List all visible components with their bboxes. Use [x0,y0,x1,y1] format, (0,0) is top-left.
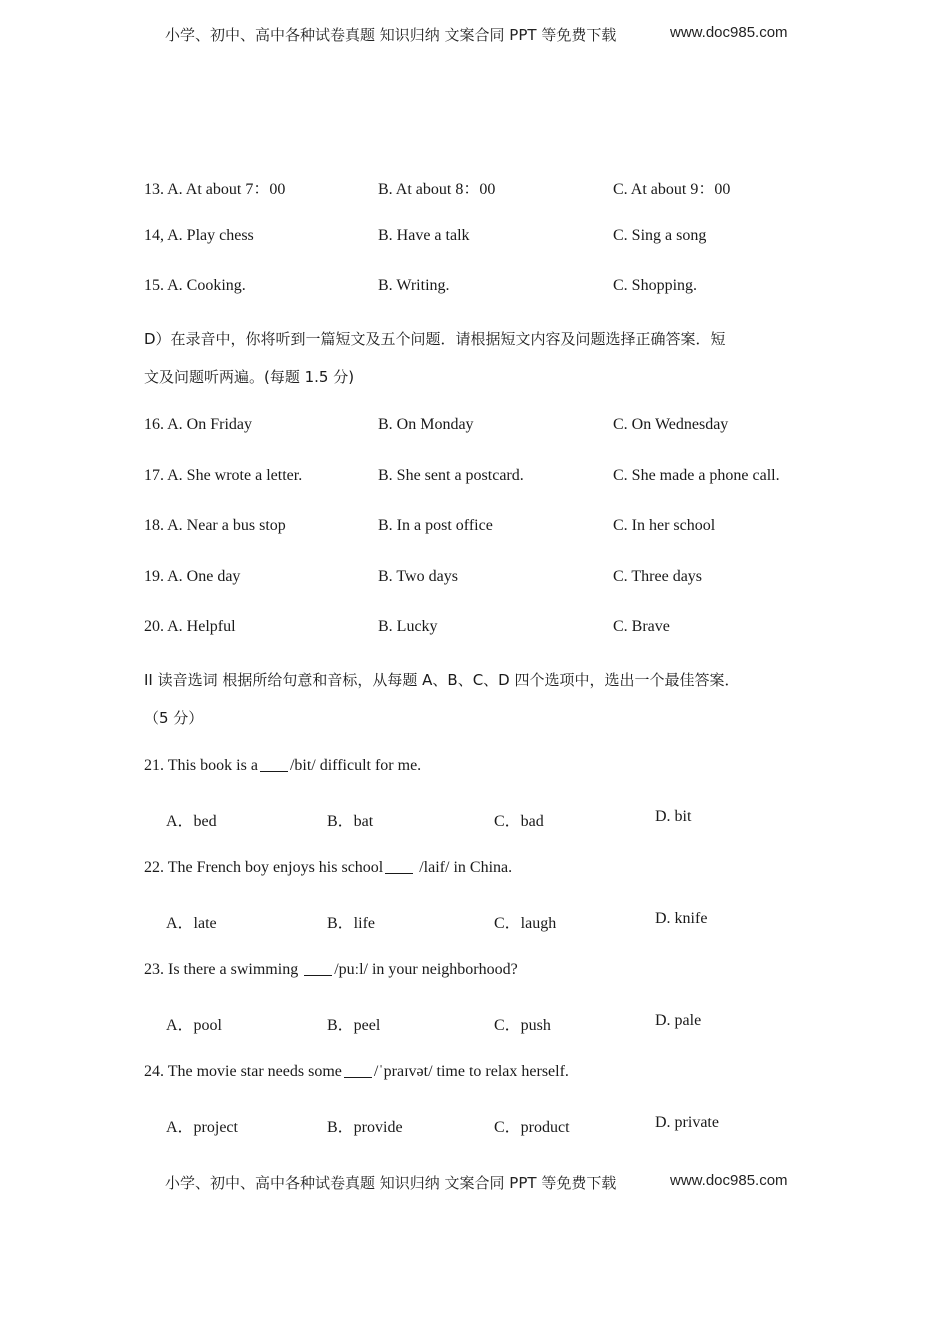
option-c: C. On Wednesday [613,416,729,433]
option-c: C. Sing a song [613,227,707,244]
option-b: B．provide [327,1119,403,1136]
stem-before-blank: 21. This book is a [144,757,258,774]
option-c: C. Three days [613,568,703,585]
option-c: C. Brave [613,618,670,635]
stem-after-blank: /puːl/ in your neighborhood? [334,961,518,978]
option-b: B. On Monday [378,416,474,433]
option-b: B. Have a talk [378,227,470,244]
stem-before-blank: 22. The French boy enjoys his school [144,859,384,876]
option-d: D. pale [655,1012,702,1029]
option-d: D. knife [655,910,708,927]
header-url[interactable]: www.doc985.com [670,24,788,41]
stem-after-blank: /bit/ difficult for me. [289,757,422,774]
option-c: C. Shopping. [613,277,698,294]
option-d: D. bit [655,808,692,825]
option-d: D. private [655,1114,719,1131]
section-ii-instruction-cont: （5 分） [144,709,204,727]
option-b: B. At about 8：00 [378,181,496,198]
section-d-instruction-cont: 文及问题听两遍。(每题 1.5 分) [144,368,355,386]
stem-after-blank: /ˈpraɪvət/ time to relax herself. [373,1063,569,1080]
answer-blank [385,859,413,874]
answer-blank [304,961,332,976]
option-a: 19. A. One day [144,568,241,585]
footer-url[interactable]: www.doc985.com [670,1172,788,1189]
stem-before-blank: 24. The movie star needs some [144,1063,342,1080]
option-c: C．laugh [494,915,557,932]
question-stem [144,859,512,877]
option-c: C．bad [494,813,544,830]
section-d-instruction: D）在录音中，你将听到一篇短文及五个问题．请根据短文内容及问题选择正确答案．短 [144,330,726,348]
option-b: B．peel [327,1017,381,1034]
option-a: 16. A. On Friday [144,416,252,433]
option-b: B. In a post office [378,517,493,534]
option-a: A．bed [166,813,217,830]
option-a: 14, A. Play chess [144,227,254,244]
option-b: B．life [327,915,375,932]
section-ii-instruction: II 读音选词 根据所给句意和音标，从每题 A、B、C、D 四个选项中，选出一个最佳答案． [144,671,740,689]
option-a: 20. A. Helpful [144,618,236,635]
option-a: 17. A. She wrote a letter. [144,467,303,484]
header-text: 小学、初中、高中各种试卷真题 知识归纳 文案合同 PPT 等免费下载 [165,26,617,44]
option-b: B. Writing. [378,277,450,294]
option-b: B. She sent a postcard. [378,467,524,484]
answer-blank [260,757,288,772]
option-c: C. She made a phone call. [613,467,780,484]
footer-text: 小学、初中、高中各种试卷真题 知识归纳 文案合同 PPT 等免费下载 [165,1174,617,1192]
option-c: C．push [494,1017,551,1034]
answer-blank [344,1063,372,1078]
option-c: C. At about 9：00 [613,181,731,198]
stem-after-blank: /laif/ in China. [415,859,513,876]
option-c: C. In her school [613,517,716,534]
option-a: 15. A. Cooking. [144,277,246,294]
option-a: A．late [166,915,217,932]
option-b: B. Lucky [378,618,438,635]
option-b: B. Two days [378,568,458,585]
question-stem [144,757,421,775]
question-stem [144,1063,569,1081]
question-stem [144,961,518,979]
option-b: B．bat [327,813,374,830]
option-c: C．product [494,1119,570,1136]
option-a: A．pool [166,1017,223,1034]
stem-before-blank: 23. Is there a swimming [144,961,303,978]
option-a: A．project [166,1119,238,1136]
option-a: 13. A. At about 7：00 [144,181,286,198]
option-a: 18. A. Near a bus stop [144,517,286,534]
